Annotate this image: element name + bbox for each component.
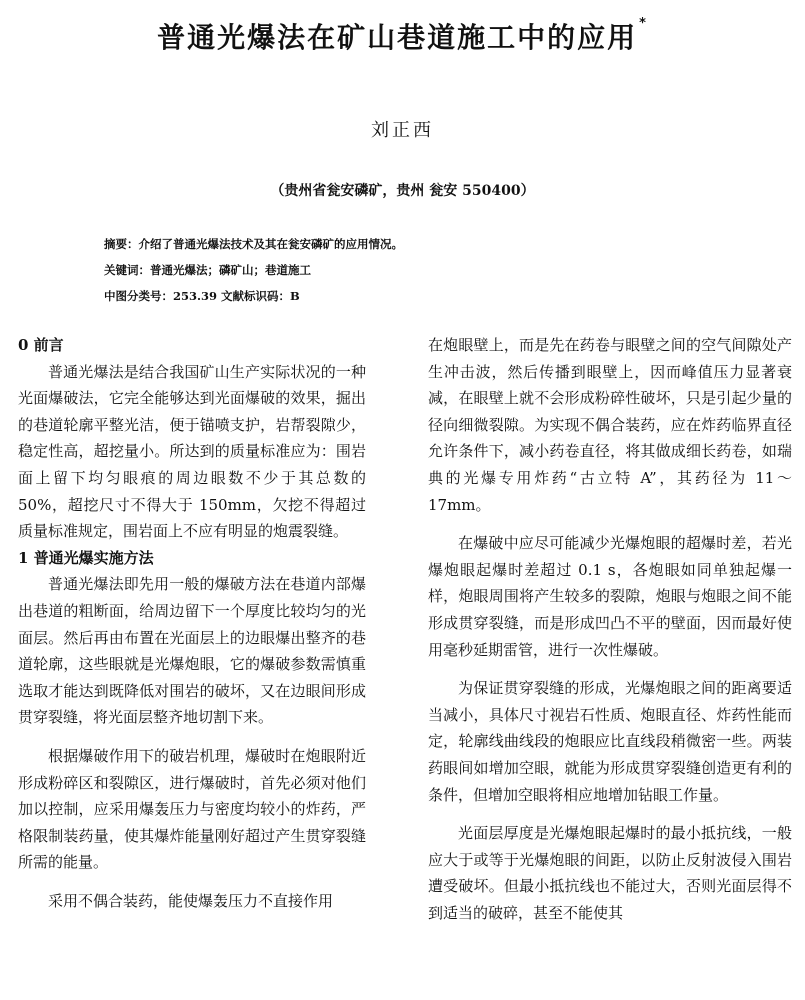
paragraph: 光面层厚度是光爆炮眼起爆时的最小抵抗线，一般应大于或等于光爆炮眼的间距，以防止反射波侵入围岩遭受破坏。但最小抵抗线也不能过大，否则光面层得不到适当的破碎，甚至不能使其 <box>428 824 792 922</box>
paragraph: 在爆破中应尽可能减少光爆炮眼的超爆时差，若光爆炮眼起爆时差超过 0.1 s，各炮眼如同单独起爆一样，炮眼周围将产生较多的裂隙，炮眼与炮眼之间不能形成贯穿裂缝，而是形成凹凸不平的壁面，因而最好使用毫秒延期雷管，进行一次性爆破。 <box>428 534 792 659</box>
classification-codes: 中图分类号：253.39 文献标识码：B <box>104 289 300 303</box>
paragraph: 普通光爆法是结合我国矿山生产实际状况的一种光面爆破法，它完全能够达到光面爆破的效果，掘出的巷道轮廓平整光洁，便于锚喷支护，岩帮裂隙少，稳定性高，超挖量小。所达到的质量标准应为：围岩面上留下均匀眼痕的周边眼数不少于其总数的 50%，超挖尺寸不得大于 150mm，欠挖不得超过质量标准规定，围岩面上不应有明显的炮震裂缝。 <box>18 362 366 541</box>
title-footnote-mark: * <box>639 16 648 31</box>
section-heading-method: 1 普通光爆实施方法 <box>18 548 154 567</box>
paragraph: 为保证贯穿裂缝的形成，光爆炮眼之间的距离要适当减小，具体尺寸视岩石性质、炮眼直径、炸药性能而定，轮廓线曲线段的炮眼应比直线段稍微密一些。两装药眼间如增加空眼，就能为形成贯穿裂缝创造更有利的条件，但增加空眼将相应地增加钻眼工作量。 <box>428 679 792 804</box>
paragraph: 在炮眼壁上，而是先在药卷与眼壁之间的空气间隙处产生冲击波，然后传播到眼壁上，因而峰值压力显著衰减，在眼壁上就不会形成粉碎性破坏，只是引起少量的径向细微裂隙。为实现不偶合装药，应在炸药临界直径允许条件下，减小药卷直径，将其做成细长药卷，如瑞典的光爆专用炸药“古立特 A”，其药径为 11～17mm。 <box>428 336 792 514</box>
section-heading-preface: 0 前言 <box>18 336 64 354</box>
abstract: 摘要：介绍了普通光爆法技术及其在瓮安磷矿的应用情况。 <box>104 237 403 251</box>
paragraph: 普通光爆法即先用一般的爆破方法在巷道内部爆出巷道的粗断面，给周边留下一个厚度比较均匀的光面层。然后再由布置在光面层上的边眼爆出整齐的巷道轮廓，这些眼就是光爆炮眼，它的爆破参数需慎重选取才能达到既降低对围岩的破坏，又在边眼间形成贯穿裂缝，将光面层整齐地切割下来。 <box>18 575 366 727</box>
paragraph: 根据爆破作用下的破岩机理，爆破时在炮眼附近形成粉碎区和裂隙区，进行爆破时，首先必须对他们加以控制，应采用爆轰压力与密度均较小的炸药，严格限制装药量，使其爆炸能量刚好超过产生贯穿裂缝所需的能量。 <box>18 746 366 872</box>
title-text: 普通光爆法在矿山巷道施工中的应用 <box>157 21 638 54</box>
keywords: 关键词：普通光爆法；磷矿山；巷道施工 <box>104 263 311 277</box>
right-column <box>428 332 792 926</box>
paragraph: 采用不偶合装药，能使爆轰压力不直接作用 <box>48 891 334 910</box>
author-name: 刘正西 <box>371 120 434 141</box>
left-column <box>18 332 366 914</box>
author-affiliation: （贵州省瓮安磷矿，贵州 瓮安 550400） <box>270 183 535 199</box>
paper-title <box>0 16 805 56</box>
